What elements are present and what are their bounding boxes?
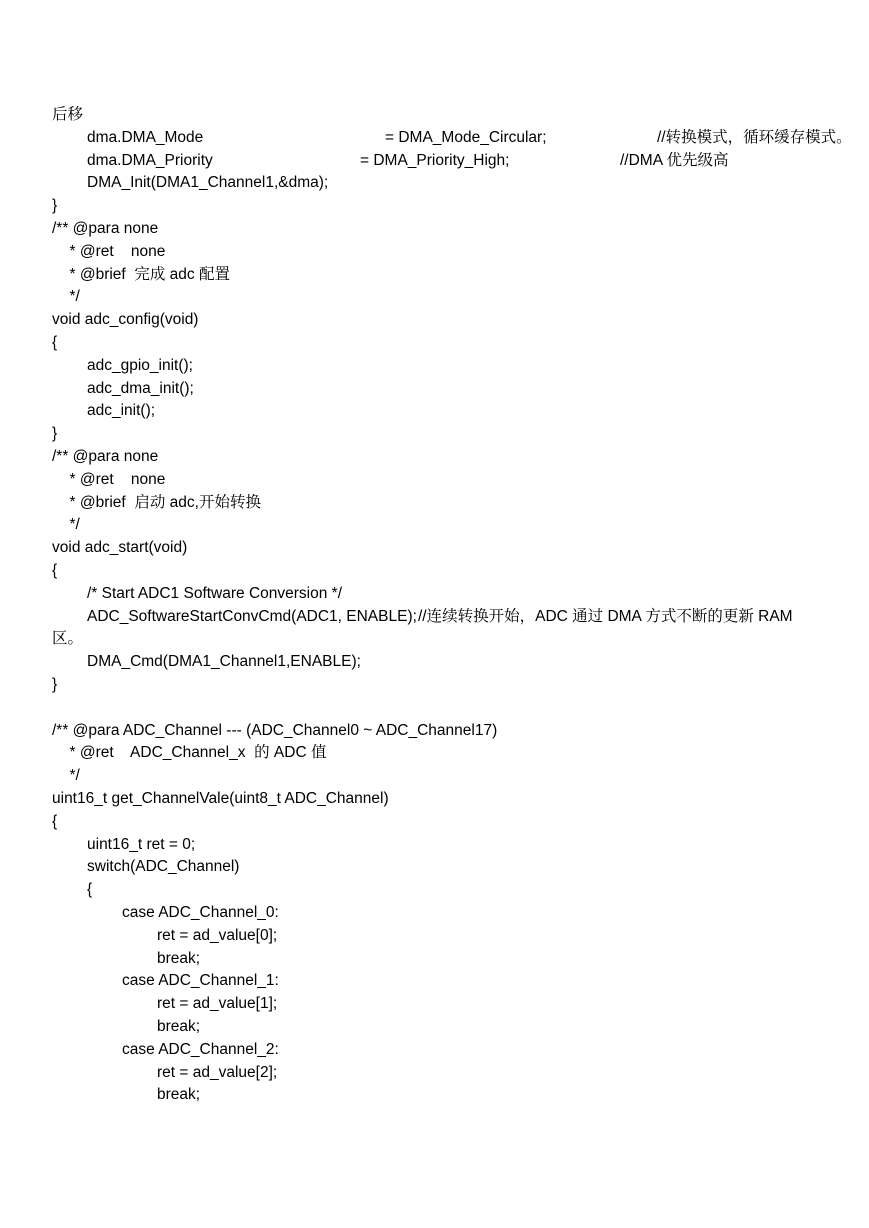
code-segment: = DMA_Priority_High; bbox=[360, 151, 510, 169]
code-line: case ADC_Channel_1: bbox=[122, 972, 279, 990]
code-line bbox=[87, 127, 852, 150]
code-line: { bbox=[52, 562, 58, 579]
code-line: case ADC_Channel_2: bbox=[122, 1040, 279, 1058]
code-line: * @ret ADC_Channel_x 的 ADC 值 bbox=[69, 744, 327, 762]
code-comment: //连续转换开始，ADC 通过 DMA 方式不断的更新 RAM bbox=[418, 607, 793, 625]
code-line: /* Start ADC1 Software Conversion */ bbox=[87, 584, 343, 602]
code-line: * @ret none bbox=[69, 242, 166, 260]
code-line: } bbox=[52, 197, 58, 215]
code-line: */ bbox=[69, 516, 80, 534]
code-line: void adc_start(void) bbox=[52, 539, 188, 557]
code-line: * @brief 完成 adc 配置 bbox=[69, 265, 230, 283]
code-segment: ADC_SoftwareStartConvCmd(ADC1, ENABLE); bbox=[87, 607, 417, 625]
code-line: break; bbox=[157, 1018, 201, 1035]
code-line: break; bbox=[157, 1086, 201, 1104]
code-line: uint16_t get_ChannelVale(uint8_t ADC_Channel) bbox=[52, 790, 389, 807]
code-line bbox=[87, 150, 849, 173]
blank-line bbox=[52, 697, 849, 720]
code-line: /** @para none bbox=[52, 220, 159, 237]
code-line: adc_dma_init(); bbox=[87, 379, 194, 397]
code-line: void adc_config(void) bbox=[52, 311, 199, 329]
code-line: case ADC_Channel_0: bbox=[122, 904, 279, 921]
code-line: 后移 bbox=[52, 106, 84, 123]
code-line: DMA_Init(DMA1_Channel1,&dma); bbox=[87, 174, 329, 192]
code-line: 区。 bbox=[52, 630, 84, 648]
code-line: break; bbox=[157, 949, 201, 967]
code-segment: = DMA_Mode_Circular; bbox=[385, 128, 547, 146]
code-line: switch(ADC_Channel) bbox=[87, 858, 240, 876]
code-line: /** @para ADC_Channel --- (ADC_Channel0 ~ ADC_Channel17) bbox=[52, 721, 498, 739]
code-line: } bbox=[52, 425, 58, 443]
code-line: DMA_Cmd(DMA1_Channel1,ENABLE); bbox=[87, 653, 361, 671]
code-line: uint16_t ret = 0; bbox=[87, 835, 196, 853]
code-line: ret = ad_value[1]; bbox=[157, 995, 278, 1013]
code-line: ret = ad_value[2]; bbox=[157, 1063, 278, 1081]
code-line: } bbox=[52, 676, 58, 693]
code-line: */ bbox=[69, 767, 80, 785]
code-line: adc_init(); bbox=[87, 402, 156, 420]
code-line: * @ret none bbox=[69, 470, 166, 488]
code-line: { bbox=[87, 881, 93, 899]
code-line: /** @para none bbox=[52, 448, 159, 465]
code-line: * @brief 启动 adc,开始转换 bbox=[69, 493, 261, 511]
code-line: */ bbox=[69, 288, 80, 306]
code-line: ret = ad_value[0]; bbox=[157, 926, 278, 944]
code-line bbox=[87, 606, 849, 629]
code-line: { bbox=[52, 812, 58, 830]
code-segment: dma.DMA_Mode bbox=[87, 128, 204, 146]
code-segment: dma.DMA_Priority bbox=[87, 151, 213, 169]
code-line: { bbox=[52, 334, 58, 351]
code-comment: //转换模式，循环缓存模式。 bbox=[657, 128, 852, 146]
code-comment: //DMA 优先级高 bbox=[620, 151, 729, 169]
code-line: adc_gpio_init(); bbox=[87, 356, 193, 374]
